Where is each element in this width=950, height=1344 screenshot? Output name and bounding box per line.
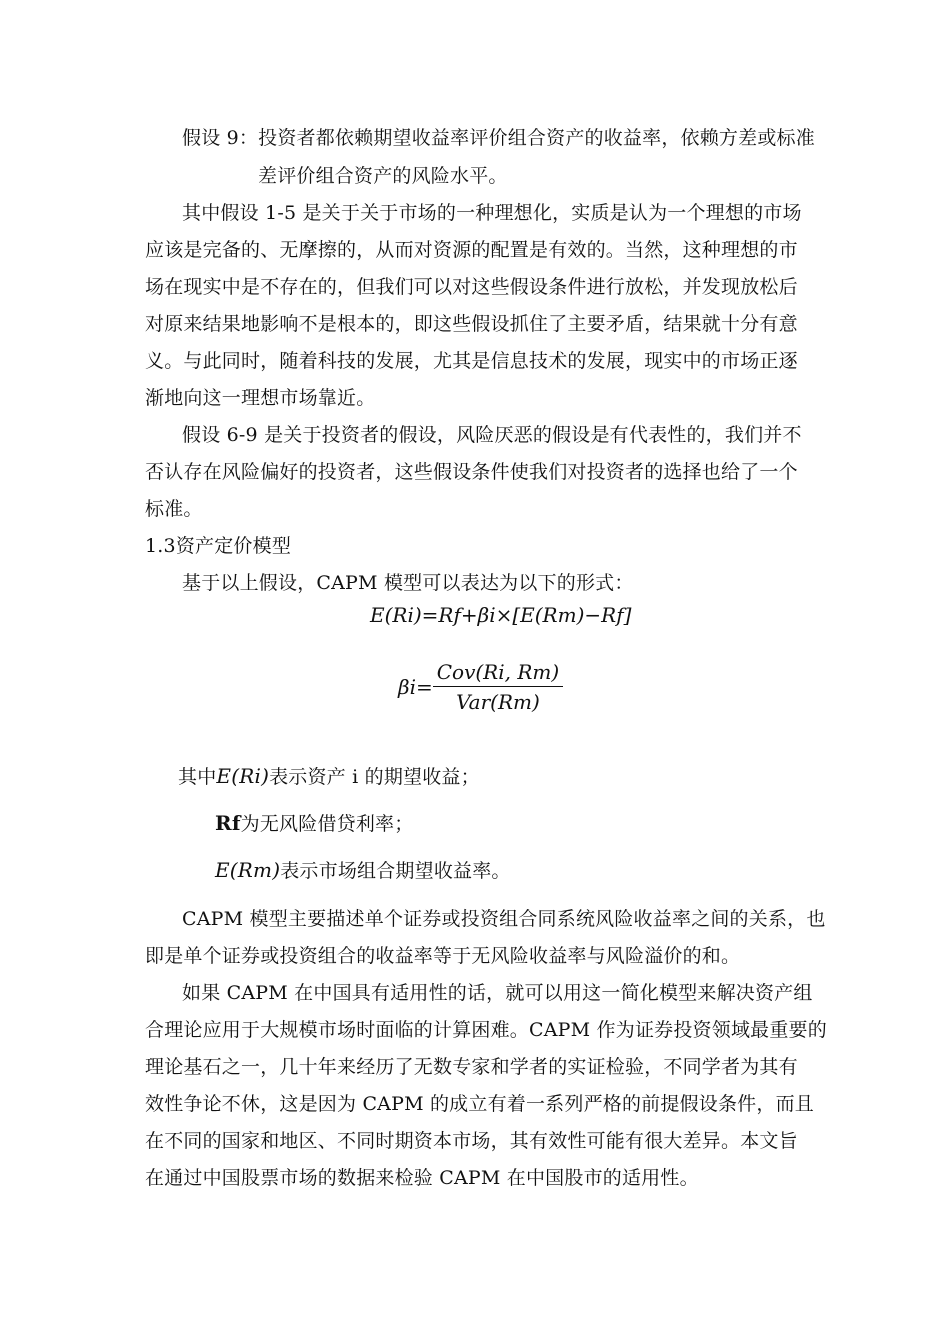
- capm-formula: E(Ri)=Rf+βi×[E(Rm)−Rf]: [370, 603, 632, 627]
- para4-line: 在通过中国股票市场的数据来检验 CAPM 在中国股市的适用性。: [145, 1167, 699, 1189]
- para2-line: 否认存在风险偏好的投资者，这些假设条件使我们对投资者的选择也给了一个: [145, 461, 798, 483]
- para4-line: 效性争论不休，这是因为 CAPM 的成立有着一系列严格的前提假设条件，而且: [145, 1093, 814, 1115]
- definition-symbol-rf: Rf: [215, 811, 241, 835]
- assumption9-line1: 假设 9：投资者都依赖期望收益率评价组合资产的收益率，依赖方差或标准: [182, 127, 815, 149]
- para4-line: 如果 CAPM 在中国具有适用性的话，就可以用这一简化模型来解决资产组: [182, 982, 813, 1004]
- para3-line: 即是单个证券或投资组合的收益率等于无风险收益率与风险溢价的和。: [145, 945, 741, 967]
- definition-line-2: [215, 811, 413, 836]
- beta-fraction: [433, 660, 563, 714]
- para4-line: 理论基石之一，几十年来经历了无数专家和学者的实证检验，不同学者为其有: [145, 1056, 798, 1078]
- intro-line: 基于以上假设，CAPM 模型可以表达为以下的形式：: [182, 572, 634, 594]
- definition-prefix: 其中: [178, 766, 217, 788]
- para1-line: 其中假设 1-5 是关于关于市场的一种理想化，实质是认为一个理想的市场: [182, 202, 802, 224]
- para2-line: 标准。: [145, 498, 203, 520]
- definition-text-2: 为无风险借贷利率；: [240, 813, 414, 835]
- para1-line: 对原来结果地影响不是根本的，即这些假设抓住了主要矛盾，结果就十分有意: [145, 313, 798, 335]
- beta-numerator: Cov(Ri, Rm): [433, 660, 563, 687]
- definition-symbol-e-ri: E(Ri): [216, 764, 270, 788]
- definition-text-1: 表示资产 i 的期望收益；: [269, 766, 480, 788]
- definition-line-1: [178, 764, 480, 789]
- section-heading: 1.3资产定价模型: [145, 535, 292, 557]
- para1-line: 义。与此同时，随着科技的发展，尤其是信息技术的发展，现实中的市场正逐: [145, 350, 798, 372]
- beta-lhs: βi=: [398, 675, 433, 699]
- definition-symbol-e-rm: E(Rm): [215, 858, 281, 882]
- definition-text-3: 表示市场组合期望收益率。: [280, 860, 511, 882]
- para1-line: 场在现实中是不存在的，但我们可以对这些假设条件进行放松，并发现放松后: [145, 276, 798, 298]
- para1-line: 应该是完备的、无摩擦的，从而对资源的配置是有效的。当然，这种理想的市: [145, 239, 798, 261]
- para2-line: 假设 6-9 是关于投资者的假设，风险厌恶的假设是有代表性的，我们并不: [182, 424, 802, 446]
- beta-denominator: Var(Rm): [456, 690, 540, 714]
- para3-line: CAPM 模型主要描述单个证券或投资组合同系统风险收益率之间的关系，也: [182, 908, 826, 930]
- beta-formula: [398, 660, 563, 714]
- definition-line-3: [215, 858, 511, 883]
- para4-line: 在不同的国家和地区、不同时期资本市场，其有效性可能有很大差异。本文旨: [145, 1130, 798, 1152]
- assumption9-line2: 差评价组合资产的风险水平。: [258, 165, 508, 187]
- para1-line: 渐地向这一理想市场靠近。: [145, 387, 376, 409]
- para4-line: 合理论应用于大规模市场时面临的计算困难。CAPM 作为证券投资领域最重要的: [145, 1019, 827, 1041]
